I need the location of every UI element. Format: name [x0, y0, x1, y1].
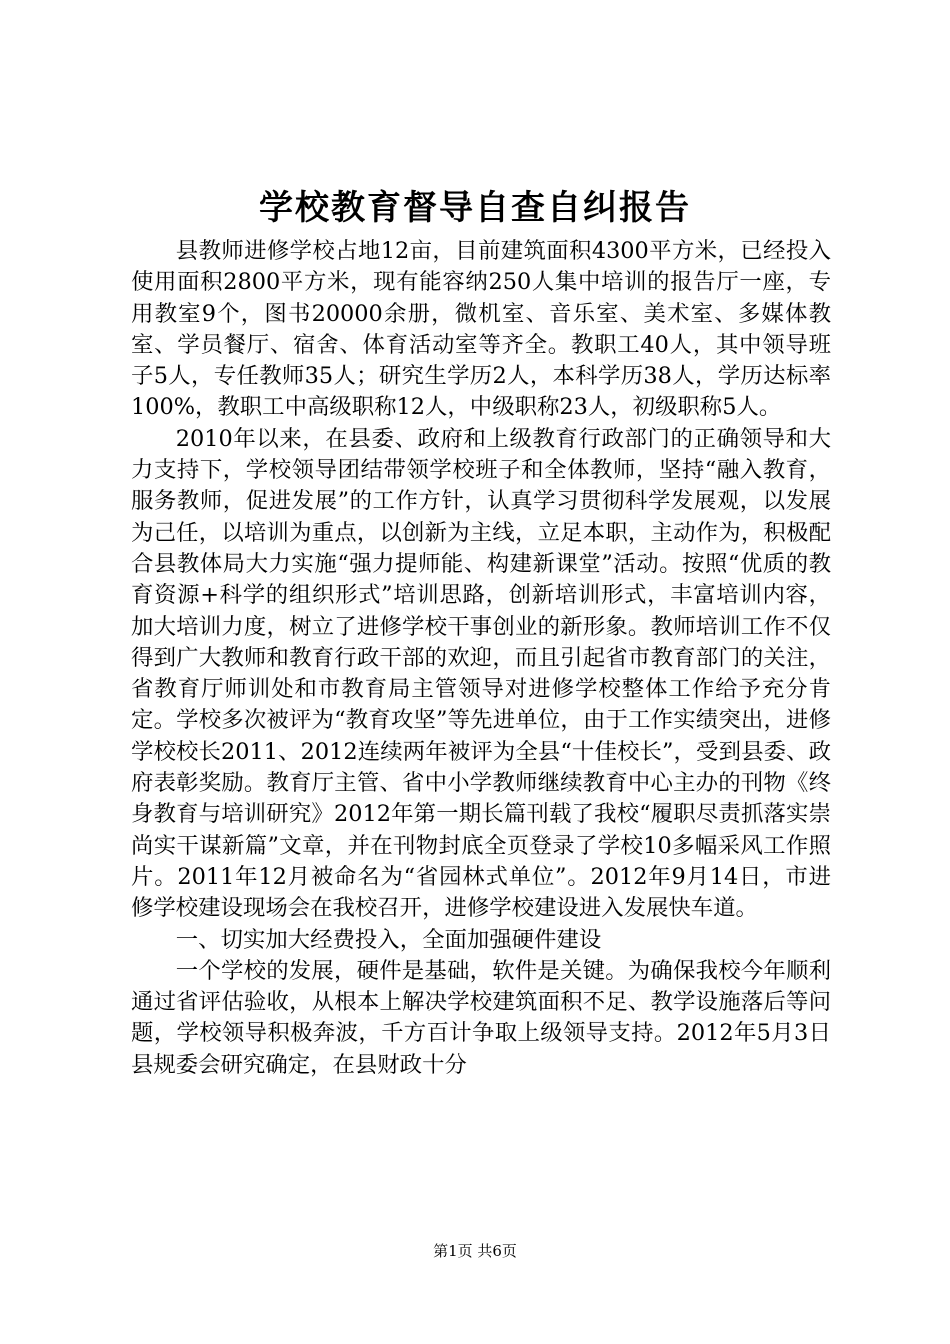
paragraph-hardware: 一个学校的发展，硬件是基础，软件是关键。为确保我校今年顺利通过省评估验收，从根本上解决学校建筑面积不足、教学设施落后等问题，学校领导积极奔波，千方百计争取上级领导支持。2012年5月3日县规委会研究确定，在县财政十分 [131, 957, 831, 1078]
paragraph-achievements: 2010年以来，在县委、政府和上级教育行政部门的正确领导和大力支持下，学校领导团结带领学校班子和全体教师，坚持“融入教育，服务教师，促进发展”的工作方针，认真学习贯彻科学发展观，以发展为己任，以培训为重点，以创新为主线，立足本职，主动作为，积极配合县教体局大力实施“强力提师能、构建新课堂”活动。按照“优质的教育资源+科学的组织形式”培训思路，创新培训形式，丰富培训内容，加大培训力度，树立了进修学校干事创业的新形象。教师培训工作不仅得到广大教师和教育行政干部的欢迎，而且引起省市教育部门的关注，省教育厅师训处和市教育局主管领导对进修学校整体工作给予充分肯定。学校多次被评为“教育攻坚”等先进单位，由于工作实绩突出，进修学校校长2011、2012连续两年被评为全县“十佳校长”，受到县委、政府表彰奖励。教育厅主管、省中小学教师继续教育中心主办的刊物《终身教育与培训研究》2012年第一期长篇刊载了我校“履职尽责抓落实崇尚实干谋新篇”文章，并在刊物封底全页登录了学校10多幅采风工作照片。2011年12月被命名为“省园林式单位”。2012年9月14日，市进修学校建设现场会在我校召开，进修学校建设进入发展快车道。 [131, 425, 831, 922]
section-heading-funding: 一、切实加大经费投入，全面加强硬件建设 [175, 926, 602, 953]
document-title: 学校教育督导自查自纠报告 [259, 188, 691, 228]
document-body [131, 236, 831, 1081]
paragraph-school-overview: 县教师进修学校占地12亩，目前建筑面积4300平方米，已经投入使用面积2800平方米，现有能容纳250人集中培训的报告厅一座，专用教室9个，图书20000余册，微机室、音乐室、美术室、多媒体教室、学员餐厅、宿舍、体育活动室等齐全。教职工40人，其中领导班子5人，专任教师35人；研究生学历2人，本科学历38人，学历达标率100%，教职工中高级职称12人，中级职称23人，初级职称5人。 [131, 238, 831, 421]
page-number-footer: 第1页 共6页 [433, 1242, 517, 1260]
